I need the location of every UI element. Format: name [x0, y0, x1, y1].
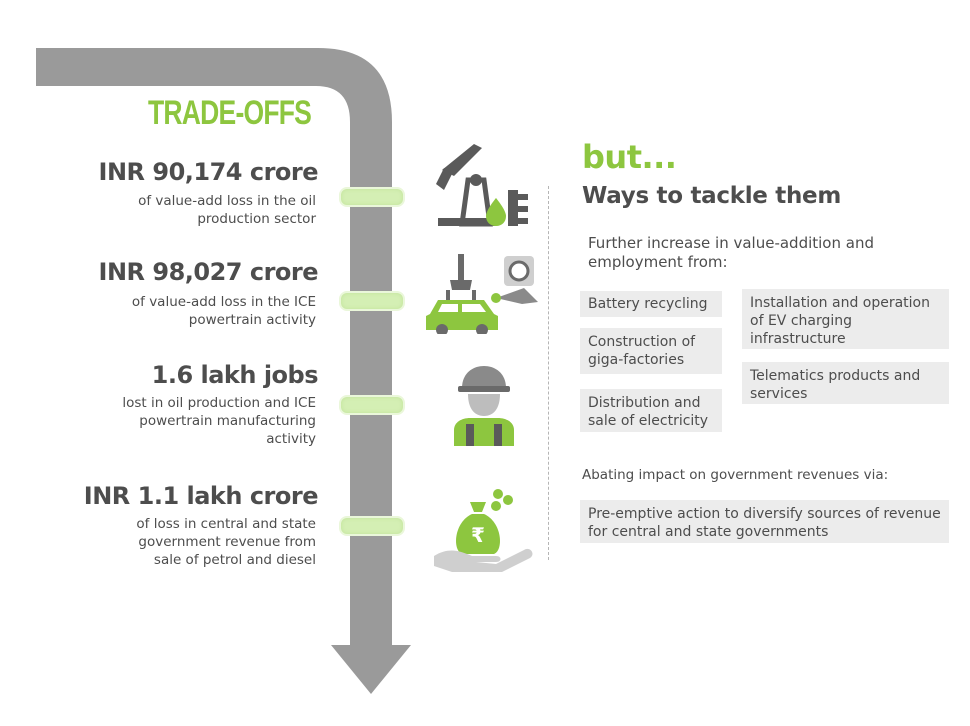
car-assembly-icon [424, 252, 544, 334]
solution-line: sale of electricity [588, 413, 709, 429]
stat-description [76, 293, 316, 329]
intro-line: Further increase in value-addition and [588, 234, 874, 252]
intro-line: employment from: [588, 253, 728, 271]
arrow-marker [339, 516, 405, 536]
solution-line: Pre-emptive action to diversify sources of revenue [588, 506, 941, 522]
arrow-marker [339, 395, 405, 415]
stat-description-line: government revenue from [138, 534, 316, 550]
solution-box [742, 362, 949, 404]
trade-offs-title: TRADE-OFFS [148, 94, 312, 132]
stat-description-line: lost in oil production and ICE [122, 395, 316, 411]
solution-line: for central and state governments [588, 524, 829, 540]
revenue-box [580, 500, 949, 543]
stat-description [76, 515, 316, 569]
stat-value: 1.6 lakh jobs [151, 361, 318, 389]
arrow-marker [339, 187, 405, 207]
solution-line: Telematics products and [750, 368, 921, 384]
intro-text [588, 234, 918, 272]
solution-line: Installation and operation [750, 295, 930, 311]
solution-box [742, 289, 949, 349]
stat-description-line: powertrain manufacturing [139, 413, 316, 429]
solution-box [580, 291, 722, 317]
rupee-money-bag-icon [432, 484, 536, 574]
stat-description-line: of loss in central and state [136, 516, 316, 532]
stat-description-line: activity [266, 431, 316, 447]
divider [548, 186, 549, 560]
stat-value: INR 98,027 crore [98, 258, 318, 286]
oil-pump-icon [434, 140, 534, 230]
stat-description-line: production sector [197, 211, 316, 227]
solution-box [580, 328, 722, 374]
stat-value: INR 90,174 crore [98, 158, 318, 186]
solution-line: Battery recycling [588, 296, 708, 312]
stat-description [76, 192, 316, 228]
stat-description-line: of value-add loss in the oil [138, 193, 316, 209]
but-heading: but... [582, 138, 677, 176]
svg-text:₹: ₹ [471, 523, 485, 547]
abating-text: Abating impact on government revenues via: [582, 467, 889, 483]
solution-line: giga-factories [588, 352, 685, 368]
solution-line: infrastructure [750, 331, 846, 347]
stat-description-line: of value-add loss in the ICE [131, 294, 316, 310]
solution-line: Construction of [588, 334, 696, 350]
solution-line: of EV charging [750, 313, 853, 329]
solution-line: services [750, 386, 808, 402]
stat-value: INR 1.1 lakh crore [83, 482, 318, 510]
solution-box [580, 389, 722, 432]
arrow-marker [339, 291, 405, 311]
stat-description-line: sale of petrol and diesel [153, 552, 316, 568]
ways-heading: Ways to tackle them [582, 183, 842, 209]
worker-icon [452, 362, 516, 446]
stat-description [76, 394, 316, 448]
stat-description-line: powertrain activity [188, 312, 316, 328]
solution-line: Distribution and [588, 395, 701, 411]
